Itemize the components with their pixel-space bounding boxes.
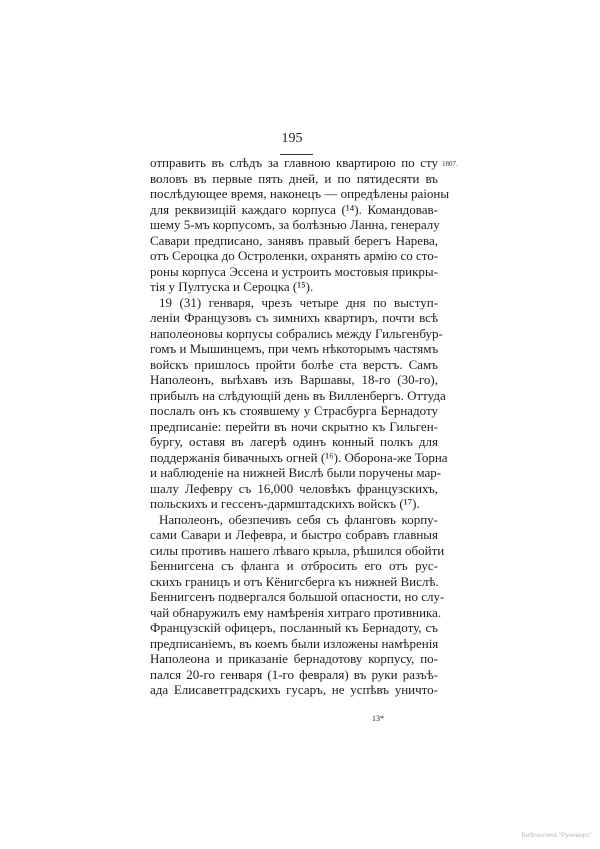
- text-line: скихъ границъ и отъ Кёнигсберга къ нижней Вислѣ.: [150, 573, 439, 589]
- signature-mark: 13*: [372, 714, 384, 723]
- margin-year-note: 1807.: [442, 160, 458, 168]
- text-line: бургу, оставя въ лагерѣ одинъ конный полкъ для: [150, 434, 438, 449]
- text-line: послалъ онъ къ стоявшему у Страсбурга Бернадоту: [150, 403, 438, 418]
- text-line: воловъ въ первые пять дней, и по пятидесяти въ: [150, 170, 438, 186]
- text-line: послѣдующее время, наконецъ — опредѣлены раіоны: [150, 186, 450, 201]
- text-line: Савари предписано, занявъ правый берегъ Нарева,: [150, 232, 438, 248]
- text-line: польскихъ и гессенъ-дармштадскихъ войскъ (¹⁷).: [150, 496, 420, 511]
- text-line: и наблюденіе на нижней Вислѣ были поручены мар-: [150, 465, 442, 480]
- text-line: Наполеонъ, обезпечивъ себя съ фланговъ корпу-: [159, 511, 438, 527]
- text-line: гомъ и Мышинцемъ, при чемъ нѣкоторымъ частямъ: [150, 341, 439, 356]
- text-line: предписаніемъ, въ коемъ были изложены намѣренія: [150, 635, 439, 651]
- text-line: войскъ пришлось пройти болѣе ста верстъ. Самъ: [150, 356, 438, 372]
- text-line: наполеоновы корпусы собрались между Гильгенбур-: [150, 325, 443, 341]
- text-line: леніи Французовъ съ зимнихъ квартиръ, почти всѣ: [150, 310, 438, 325]
- paragraph: [150, 511, 445, 698]
- text-line: отъ Сероцка до Остроленки, охранять армію со сто-: [150, 248, 439, 263]
- text-line: Наполеона и приказаніе бернадотову корпусу, по-: [150, 651, 438, 666]
- text-line: предписаніе: перейти въ ночи скрытно къ Гильген-: [150, 418, 438, 434]
- text-line: роны корпуса Эссена и устроить мостовыя прикры-: [150, 263, 438, 279]
- page-number: [0, 131, 600, 147]
- text-line: ада Елисаветградскихъ гусаръ, не успѣвъ уничто-: [150, 682, 438, 697]
- page-number-text: 195: [281, 131, 303, 146]
- text-line: поддержанія бивачныхъ огней (¹⁶). Оборона-же Торна: [150, 449, 448, 465]
- paragraph: [150, 294, 448, 512]
- text-line: Французскій офицеръ, посланный къ Бернадоту, съ: [150, 620, 438, 635]
- text-line: шему 5-мъ корпусомъ, за болѣзнью Ланна, генералу: [150, 217, 440, 232]
- text-line: Беннигсена съ фланга и отбросить его отъ рус-: [150, 558, 438, 573]
- text-line: силы противъ нашего лѣваго крыла, рѣшился обойти: [150, 542, 445, 558]
- text-line: 19 (31) генваря, чрезъ четыре дня по выступ-: [159, 294, 438, 310]
- text-line: Наполеонъ, выѣхавъ изъ Варшавы, 18-го (30-го),: [150, 372, 438, 387]
- text-line: отправить въ слѣдъ за главною квартирою по сту: [150, 155, 438, 170]
- text-line: Беннигсенъ подвергался большой опасности, но слу-: [150, 589, 445, 604]
- text-line: пался 20-го генваря (1-го февраля) въ руки разъѣ-: [150, 666, 438, 682]
- library-watermark: Библиотека "Руниверс": [521, 832, 592, 839]
- text-line: сами Савари и Лефевра, и быстро собравъ главныя: [150, 527, 438, 542]
- text-line: чай обнаружилъ ему намѣренія хитраго противника.: [150, 604, 442, 620]
- text-line: прибылъ на слѣдующій день въ Вилленбергъ. Оттуда: [150, 387, 446, 403]
- text-line: шалу Лефевру съ 16,000 человѣкъ французскихъ,: [150, 480, 438, 496]
- text-line: для реквизицій каждаго корпуса (¹⁴). Командовав-: [150, 201, 438, 217]
- text-line: тія у Пултуска и Сероцка (¹⁵).: [150, 279, 314, 294]
